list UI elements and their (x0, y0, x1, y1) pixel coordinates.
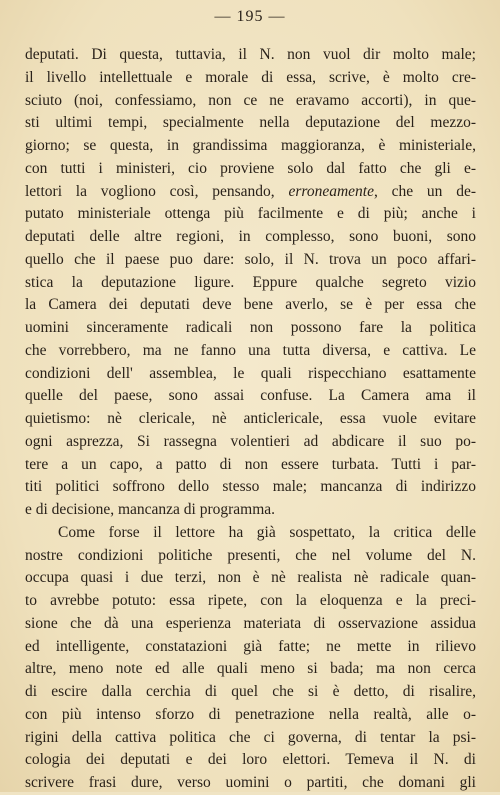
text-line: che vorrebbero, ma ne fanno una tutta diversa, e cattiva. Le (25, 341, 476, 359)
text-line: ogni asprezza, Si rassegna volentieri ad abdicare il suo po- (25, 432, 476, 450)
text-line: deputati. Di questa, tuttavia, il N. non vuol dir molto male; (25, 46, 476, 63)
text-line: scrivere frasi dure, verso uomini o partiti, che domani gli (25, 774, 476, 791)
text-line: quello che il paese puo dare: solo, il N. trova un poco affari- (25, 250, 476, 268)
text-line: giorno; se questa, in grandissima maggioranza, è ministeriale, (25, 137, 476, 154)
text-line: ed intelligente, constatazioni già fatte; ne mette in rilievo (25, 637, 476, 655)
text-line-paragraph-start: Come forse il lettore ha già sospettato, la critica delle (58, 523, 476, 541)
text-line: stica la deputazione ligure. Eppure qualche segreto vizio (25, 273, 476, 291)
text-line: putato ministeriale ottenga più facilmente e di più; anche i (25, 205, 476, 223)
text-line: la Camera dei deputati deve bene averlo, se è per essa che (25, 296, 476, 314)
text-line: con tutti i ministeri, cio proviene solo dal fatto che gli e- (25, 159, 476, 177)
text-line: uomini sinceramente radicali non possono fare la politica (25, 319, 476, 336)
text-line: nostre condizioni politiche presenti, che nel volume del N. (25, 546, 476, 564)
emphasized-word: erroneamente (288, 182, 374, 200)
text-line: il livello intellettuale e morale di essa, scrive, è molto cre- (25, 68, 476, 86)
text-line-paragraph-end: e di decisione, mancanza di programma. (25, 501, 276, 518)
text-segment: lettori la vogliono così, pensando, (25, 182, 289, 200)
body-text (25, 44, 476, 795)
page-number: — 195 — (214, 8, 286, 25)
text-line: to avrebbe potuto: essa ripete, con la eloquenza e la preci- (25, 592, 476, 609)
text-line: quietismo: nè clericale, nè anticlericale, essa vuole evitare (25, 410, 476, 427)
text-line: titi politici soffrono dello stesso male; mancanza di indirizzo (25, 478, 476, 496)
text-line: sione che dà una esperienza materiata di osservazione assidua (25, 614, 476, 632)
text-line: quelle del paese, sono assai confuse. La Camera ama il (25, 387, 476, 405)
text-line: sti ultimi tempi, specialmente nella deputazione del mezzo- (25, 114, 476, 132)
text-line (25, 181, 476, 204)
text-line: condizioni dell' assemblea, le quali rispecchiano esattamente (25, 364, 476, 382)
text-line: occupa quasi i due terzi, non è nè realista nè radicale quan- (25, 569, 476, 587)
text-line: deputati delle altre regioni, in complesso, sono buoni, sono (25, 228, 476, 245)
text-line: tere a un capo, a patto di non essere turbata. Tutti i par- (25, 455, 476, 473)
text-segment: , che un de- (373, 182, 476, 200)
text-line: altre, meno note ed alle quali meno si bada; ma non cerca (25, 660, 476, 678)
text-line: cologia dei deputati e dei loro elettori. Temeva il N. di (25, 751, 476, 769)
text-line: di escire dalla cerchia di quel che si è detto, di risalire, (25, 683, 476, 700)
text-line: sciuto (noi, confessiamo, non ce ne eravamo accorti), in que- (25, 91, 476, 109)
text-line: rigini della cattiva politica che ci governa, di tentar la psi- (25, 728, 476, 746)
text-line: con più intenso sforzo di penetrazione nella realtà, alle o- (25, 705, 476, 723)
